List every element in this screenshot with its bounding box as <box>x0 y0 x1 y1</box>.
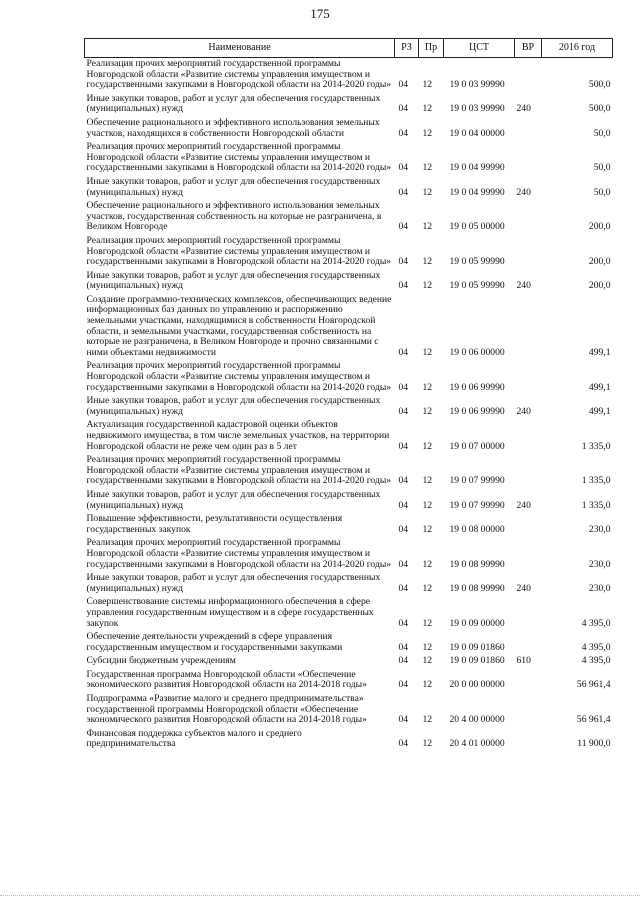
row-vr-cell <box>515 631 542 655</box>
row-rz-cell: 04 <box>398 499 409 511</box>
row-cst-cell: 19 0 04 99990 <box>449 186 505 198</box>
row-rz-cell: 04 <box>398 186 409 198</box>
row-vr-cell <box>515 58 542 93</box>
table-row <box>85 235 613 270</box>
row-pr-cell: 12 <box>422 440 433 452</box>
row-vr-cell: 240 <box>516 280 531 292</box>
row-name-cell: Государственная программа Новгородской области «Обеспечение экономического развития Новгородской области на 2014-2018 годы» <box>86 668 367 691</box>
row-name-cell: Обеспечение рационального и эффективного использования земельных участков, государственная собственность на которые не разграничена, в Великом Новгороде <box>86 200 382 233</box>
row-rz-cell: 04 <box>398 103 409 115</box>
row-name-cell: Совершенствование системы информационного обеспечения в сфере управления государственным имуществом и в сфере государственных закупок <box>86 596 374 629</box>
row-cst-cell: 19 0 05 99990 <box>449 280 505 292</box>
row-vr-cell <box>515 454 542 489</box>
row-vr-cell: 240 <box>516 499 531 511</box>
row-value-cell: 56 961,4 <box>576 679 611 691</box>
row-value-cell: 500,0 <box>588 103 611 115</box>
row-value-cell: 500,0 <box>588 79 611 91</box>
row-value-cell: 50,0 <box>593 162 611 174</box>
row-cst-cell: 19 0 04 00000 <box>449 127 505 139</box>
row-value-cell: 1 335,0 <box>581 440 611 452</box>
row-vr-cell <box>515 728 542 752</box>
row-rz-cell: 04 <box>398 221 409 233</box>
row-vr-cell: 610 <box>516 655 531 667</box>
header-rz: РЗ <box>395 39 419 58</box>
row-rz-cell: 04 <box>398 440 409 452</box>
row-value-cell: 50,0 <box>593 186 611 198</box>
table-row <box>85 513 613 537</box>
row-cst-cell: 19 0 03 99990 <box>449 79 505 91</box>
row-pr-cell: 12 <box>422 655 433 667</box>
row-rz-cell: 04 <box>398 617 409 629</box>
row-name-cell: Иные закупки товаров, работ и услуг для обеспечения государственных (муниципальных) нужд <box>86 488 381 511</box>
header-vr: ВР <box>515 39 542 58</box>
row-rz-cell: 04 <box>398 738 409 750</box>
row-name-cell: Реализация прочих мероприятий государственной программы Новгородской области «Развитие системы управления имуществом и государственными закупками в Новгородской области на 2014-2020 годы» <box>86 360 392 393</box>
row-pr-cell: 12 <box>422 405 433 417</box>
row-pr-cell: 12 <box>422 186 433 198</box>
table-row <box>85 728 613 752</box>
row-pr-cell: 12 <box>422 162 433 174</box>
row-pr-cell: 12 <box>422 499 433 511</box>
row-pr-cell: 12 <box>422 738 433 750</box>
table-row <box>85 537 613 572</box>
row-rz-cell: 04 <box>398 346 409 358</box>
row-vr-cell <box>515 419 542 454</box>
row-pr-cell: 12 <box>422 714 433 726</box>
row-vr-cell: 240 <box>516 186 531 198</box>
row-rz-cell: 04 <box>398 655 409 667</box>
row-pr-cell: 12 <box>422 582 433 594</box>
table-row <box>85 572 613 596</box>
row-rz-cell: 04 <box>398 582 409 594</box>
row-name-cell: Иные закупки товаров, работ и услуг для обеспечения государственных (муниципальных) нужд <box>86 395 381 417</box>
row-cst-cell: 19 0 04 99990 <box>449 162 505 174</box>
row-value-cell: 230,0 <box>588 523 611 535</box>
row-rz-cell: 04 <box>398 79 409 91</box>
header-cst: ЦСТ <box>444 39 515 58</box>
row-name-cell: Реализация прочих мероприятий государственной программы Новгородской области «Развитие системы управления имуществом и государственными закупками в Новгородской области на 2014-2020 годы» <box>86 58 392 91</box>
row-cst-cell: 19 0 06 00000 <box>449 346 505 358</box>
row-name-cell: Реализация прочих мероприятий государственной программы Новгородской области «Развитие системы управления имуществом и государственными закупками в Новгородской области на 2014-2020 годы» <box>86 537 392 570</box>
row-name-cell: Иные закупки товаров, работ и услуг для обеспечения государственных (муниципальных) нужд <box>86 92 381 115</box>
row-name-cell: Подпрограмма «Развитие малого и среднего предпринимательства» государственной программы Новгородской области «Обеспечение экономического развития Новгородской области на 2014-2018 годы» <box>86 693 367 726</box>
row-value-cell: 499,1 <box>588 405 611 417</box>
row-value-cell: 1 335,0 <box>581 475 611 487</box>
row-value-cell: 4 395,0 <box>581 641 611 653</box>
table-row <box>85 419 613 454</box>
row-value-cell: 4 395,0 <box>581 655 611 667</box>
budget-table <box>84 38 613 752</box>
row-name-cell: Реализация прочих мероприятий государственной программы Новгородской области «Развитие системы управления имуществом и государственными закупками в Новгородской области на 2014-2020 годы» <box>86 454 392 487</box>
row-name-cell: Субсидии бюджетным учреждениям <box>86 655 236 667</box>
row-cst-cell: 19 0 07 00000 <box>449 440 505 452</box>
row-name-cell: Реализация прочих мероприятий государственной программы Новгородской области «Развитие системы управления имуществом и государственными закупками в Новгородской области на 2014-2020 годы» <box>86 141 392 174</box>
row-cst-cell: 20 4 01 00000 <box>449 738 505 750</box>
row-name-cell: Реализация прочих мероприятий государственной программы Новгородской области «Развитие системы управления имуществом и государственными закупками в Новгородской области на 2014-2020 годы» <box>86 234 392 268</box>
row-pr-cell: 12 <box>422 221 433 233</box>
row-vr-cell <box>515 200 542 235</box>
table-row <box>85 294 613 361</box>
table-row <box>85 360 613 395</box>
row-name-cell: Создание программно-технических комплексов, обеспечивающих ведение информационных баз данных по управлению и распоряжению земельными участками, находящимися в собственности Новгородской области, и земельными участками, государственная собственность на которые не разграничена, в Великом Новгороде и прочно связанными с ними объектами недвижимости <box>86 293 392 358</box>
row-rz-cell: 04 <box>398 679 409 691</box>
row-name-cell: Актуализация государственной кадастровой оценки объектов недвижимого имущества, в том числе земельных участков, на территории Новгородской области не реже чем один раз в 5 лет <box>86 419 390 452</box>
row-vr-cell <box>515 141 542 176</box>
row-cst-cell: 19 0 07 99990 <box>449 499 505 511</box>
table-row <box>85 395 613 419</box>
table-row <box>85 596 613 631</box>
row-name-cell: Иные закупки товаров, работ и услуг для обеспечения государственных (муниципальных) нужд <box>86 572 381 594</box>
row-vr-cell <box>515 513 542 537</box>
table-header-row <box>85 39 613 58</box>
row-cst-cell: 19 0 06 99990 <box>449 381 505 393</box>
row-rz-cell: 04 <box>398 405 409 417</box>
row-rz-cell: 04 <box>398 641 409 653</box>
row-cst-cell: 19 0 06 99990 <box>449 405 505 417</box>
row-value-cell: 4 395,0 <box>581 617 611 629</box>
row-value-cell: 11 900,0 <box>577 738 611 750</box>
row-value-cell: 230,0 <box>588 558 611 570</box>
row-cst-cell: 19 0 09 01860 <box>449 655 505 667</box>
row-cst-cell: 19 0 09 00000 <box>449 617 505 629</box>
row-pr-cell: 12 <box>422 280 433 292</box>
table-row <box>85 454 613 489</box>
row-value-cell: 200,0 <box>588 280 611 292</box>
row-vr-cell <box>515 360 542 395</box>
row-name-cell: Финансовая поддержка субъектов малого и среднего предпринимательства <box>86 727 302 750</box>
row-name-cell: Иные закупки товаров, работ и услуг для обеспечения государственных (муниципальных) нужд <box>86 269 381 292</box>
row-pr-cell: 12 <box>422 127 433 139</box>
row-pr-cell: 12 <box>422 346 433 358</box>
row-pr-cell: 12 <box>422 641 433 653</box>
row-cst-cell: 19 0 08 99990 <box>449 582 505 594</box>
row-rz-cell: 04 <box>398 162 409 174</box>
table-row <box>85 200 613 235</box>
row-rz-cell: 04 <box>398 127 409 139</box>
row-value-cell: 50,0 <box>593 127 611 139</box>
row-pr-cell: 12 <box>422 256 433 268</box>
table-body <box>85 58 613 753</box>
row-rz-cell: 04 <box>398 523 409 535</box>
row-name-cell: Обеспечение рационального и эффективного использования земельных участков, находящихся в собственности Новгородской области <box>86 116 380 139</box>
row-vr-cell <box>515 669 542 693</box>
row-cst-cell: 19 0 05 00000 <box>449 221 505 233</box>
row-pr-cell: 12 <box>422 523 433 535</box>
row-cst-cell: 19 0 09 01860 <box>449 641 505 653</box>
row-vr-cell <box>515 294 542 361</box>
row-vr-cell <box>515 596 542 631</box>
table-row <box>85 117 613 141</box>
row-rz-cell: 04 <box>398 280 409 292</box>
row-pr-cell: 12 <box>422 617 433 629</box>
row-cst-cell: 19 0 05 99990 <box>449 256 505 268</box>
row-rz-cell: 04 <box>398 558 409 570</box>
row-value-cell: 499,1 <box>588 381 611 393</box>
row-value-cell: 200,0 <box>588 256 611 268</box>
row-cst-cell: 19 0 03 99990 <box>449 103 505 115</box>
row-cst-cell: 20 4 00 00000 <box>449 714 505 726</box>
row-vr-cell <box>515 117 542 141</box>
row-vr-cell <box>515 693 542 728</box>
row-rz-cell: 04 <box>398 475 409 487</box>
table-row <box>85 631 613 655</box>
table-row <box>85 58 613 93</box>
row-cst-cell: 19 0 08 99990 <box>449 558 505 570</box>
row-value-cell: 1 335,0 <box>581 499 611 511</box>
row-pr-cell: 12 <box>422 103 433 115</box>
row-vr-cell: 240 <box>516 405 531 417</box>
page-number: 175 <box>310 6 330 21</box>
row-cst-cell: 19 0 07 99990 <box>449 475 505 487</box>
row-rz-cell: 04 <box>398 714 409 726</box>
row-pr-cell: 12 <box>422 679 433 691</box>
row-name-cell: Иные закупки товаров, работ и услуг для обеспечения государственных (муниципальных) нужд <box>86 175 381 198</box>
row-cst-cell: 20 0 00 00000 <box>449 679 505 691</box>
header-name: Наименование <box>85 39 395 58</box>
scan-edge-line <box>0 895 640 897</box>
row-value-cell: 230,0 <box>588 582 611 594</box>
table-row <box>85 655 613 669</box>
table-row <box>85 141 613 176</box>
row-vr-cell <box>515 235 542 270</box>
row-vr-cell: 240 <box>516 582 531 594</box>
row-pr-cell: 12 <box>422 558 433 570</box>
table-row <box>85 693 613 728</box>
row-rz-cell: 04 <box>398 256 409 268</box>
row-pr-cell: 12 <box>422 79 433 91</box>
table-row <box>85 669 613 693</box>
row-name-cell: Обеспечение деятельности учреждений в сфере управления государственным имуществом и государственными закупками <box>86 631 343 653</box>
table-row <box>85 489 613 513</box>
header-pr: Пр <box>419 39 444 58</box>
header-year: 2016 год <box>542 39 613 58</box>
row-name-cell: Повышение эффективности, результативности осуществления государственных закупок <box>86 513 343 535</box>
table-row <box>85 270 613 294</box>
row-value-cell: 56 961,4 <box>576 714 611 726</box>
row-cst-cell: 19 0 08 00000 <box>449 523 505 535</box>
row-pr-cell: 12 <box>422 381 433 393</box>
row-pr-cell: 12 <box>422 475 433 487</box>
row-value-cell: 200,0 <box>588 221 611 233</box>
row-vr-cell: 240 <box>516 103 531 115</box>
row-rz-cell: 04 <box>398 381 409 393</box>
row-vr-cell <box>515 537 542 572</box>
table-row <box>85 176 613 200</box>
row-value-cell: 499,1 <box>588 346 611 358</box>
table-row <box>85 93 613 117</box>
